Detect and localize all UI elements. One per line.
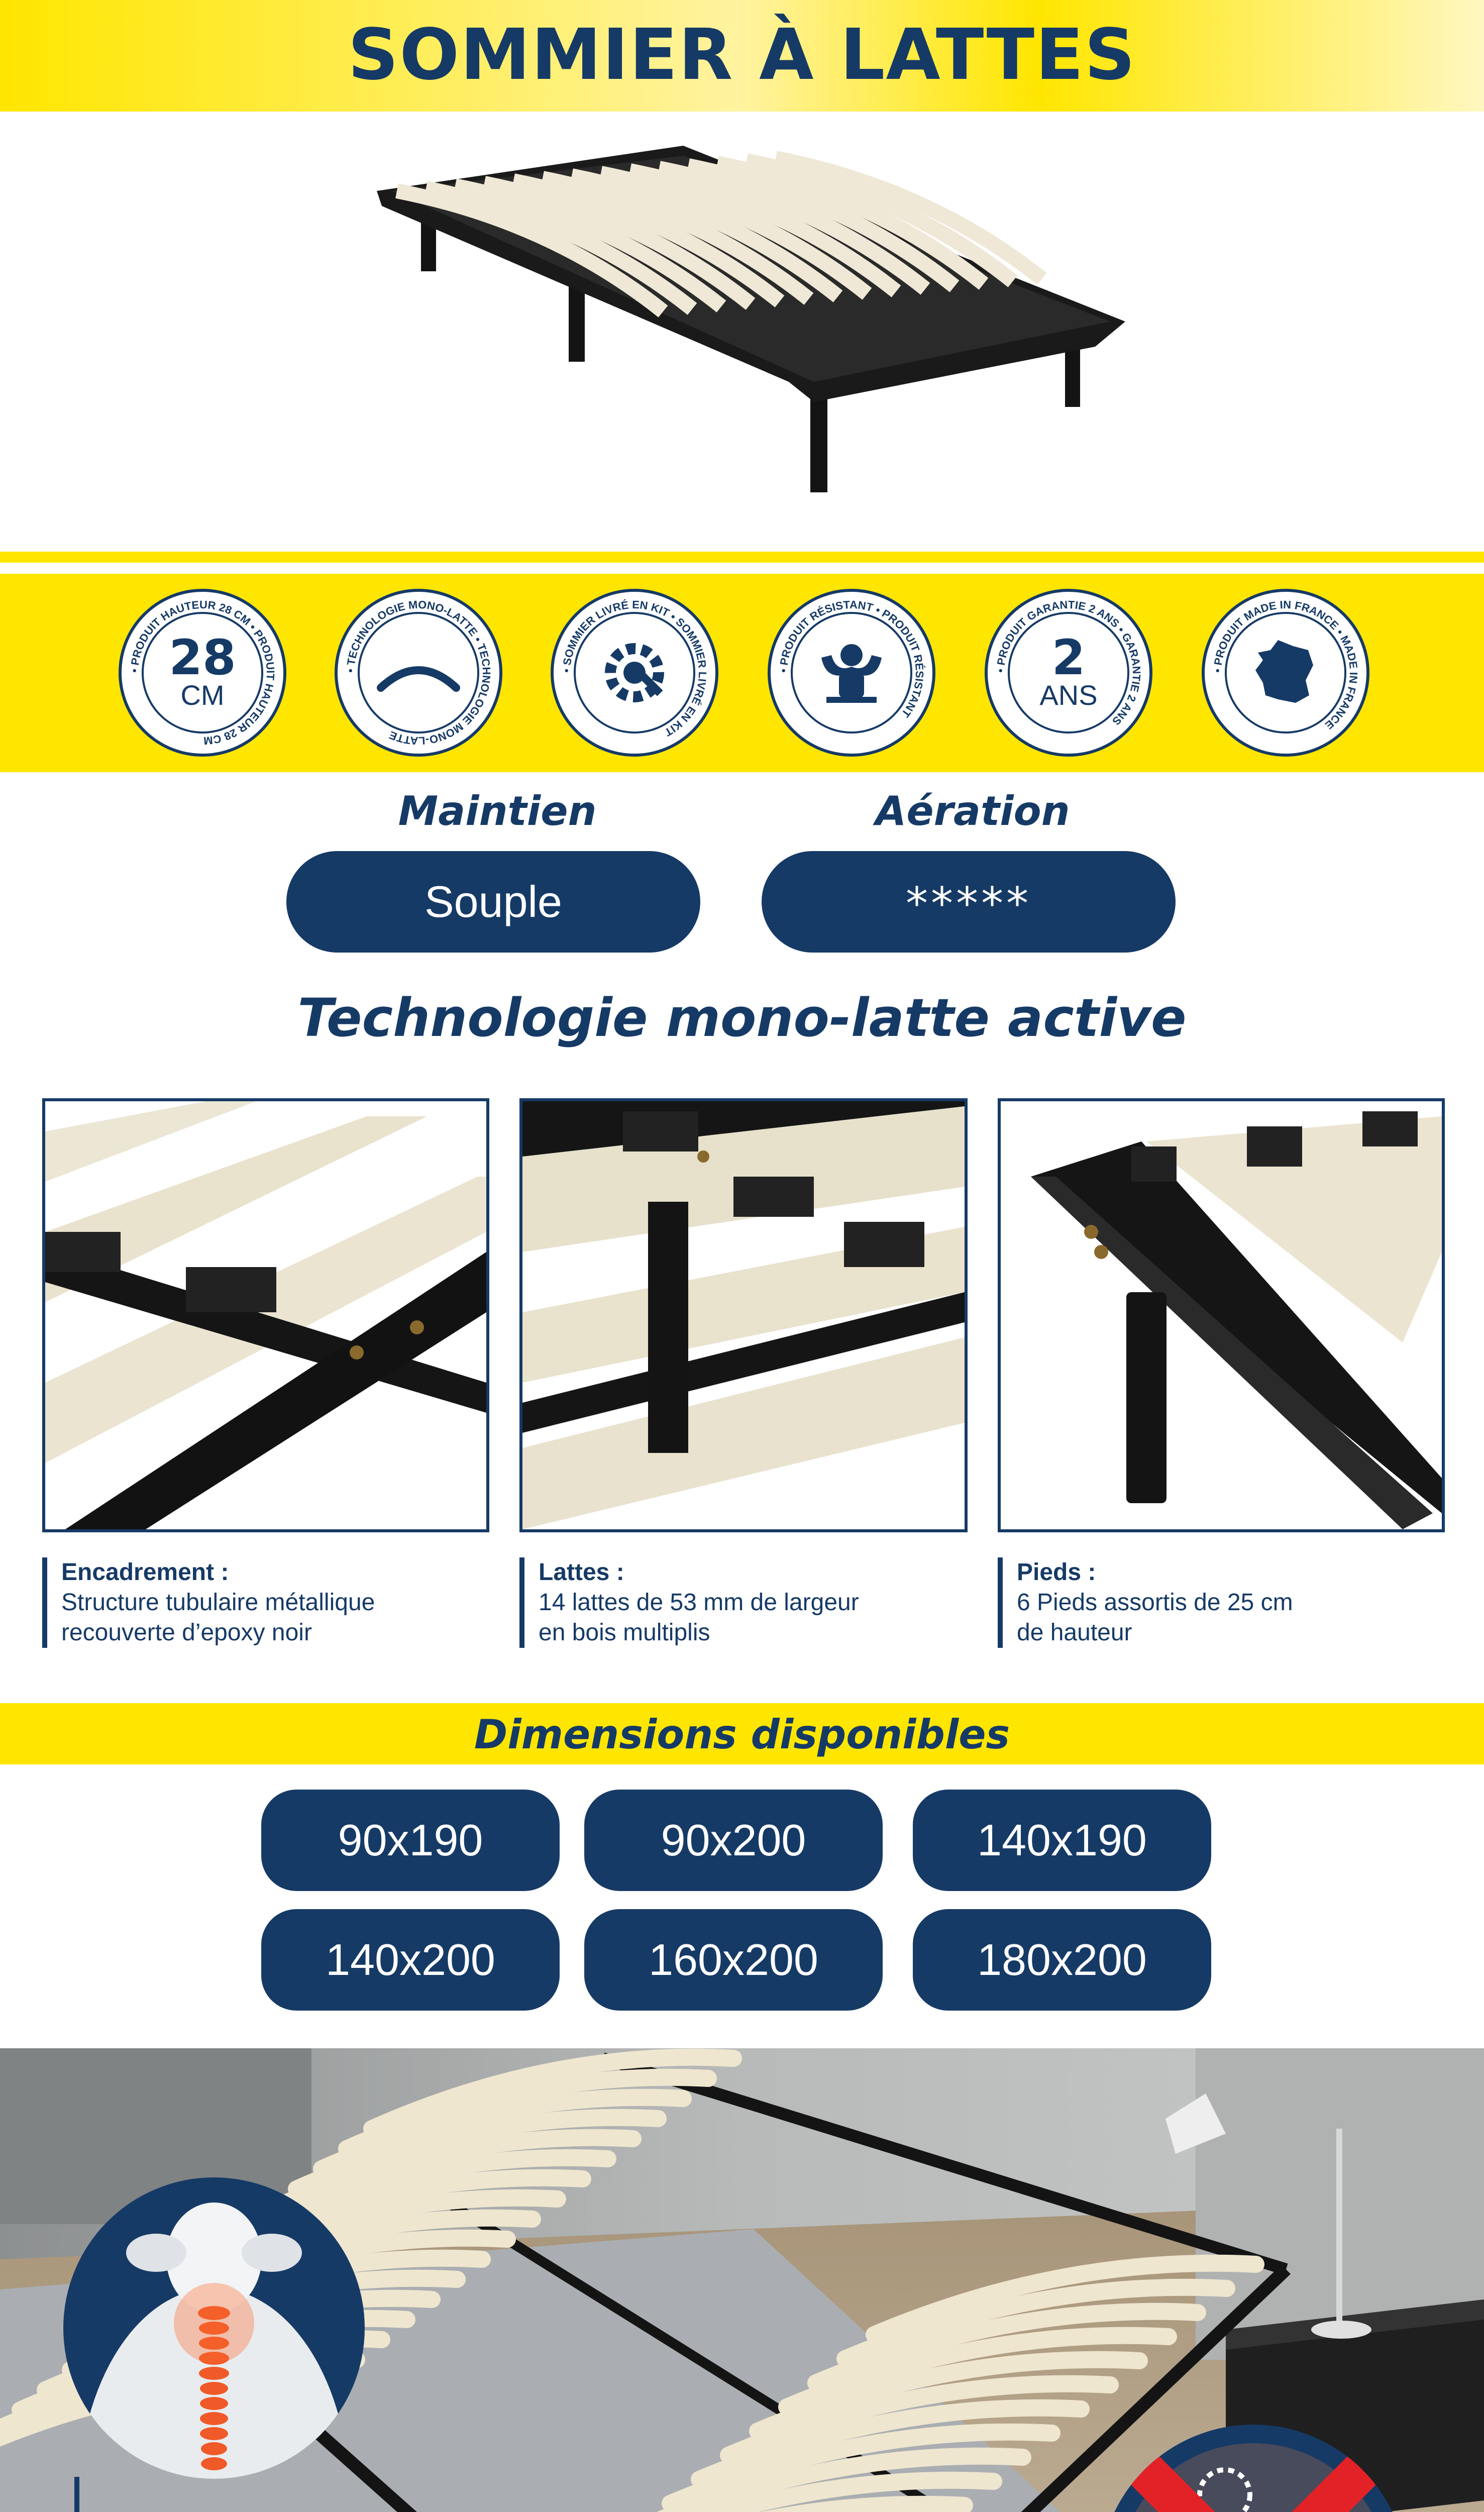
badge-unit: CM xyxy=(180,679,225,711)
dimensions-band xyxy=(0,1703,1484,1764)
feature-caption-frame xyxy=(42,1557,488,1648)
spine-comfort-illustration xyxy=(63,2177,365,2479)
dimension-badge: 140x200 xyxy=(261,1909,560,2011)
slats-detail-photo xyxy=(519,1098,968,1532)
aeration-label: Aération xyxy=(875,788,1070,834)
france-map-icon xyxy=(1248,635,1323,710)
feature-text: Structure tubulaire métallique xyxy=(61,1589,375,1616)
title-band xyxy=(0,0,1484,112)
gear-wrench-icon xyxy=(574,612,695,734)
dimension-badge: 90x190 xyxy=(261,1790,560,1891)
technology-title: Technologie mono-latte active xyxy=(297,987,1187,1049)
dimensions-title: Dimensions disponibles xyxy=(474,1711,1010,1758)
feature-caption-slats xyxy=(519,1557,966,1648)
feature-text: recouverte d’epoxy noir xyxy=(61,1619,312,1646)
feature-text: de hauteur xyxy=(1017,1619,1132,1646)
gear-wrench-icon xyxy=(597,635,672,710)
strong-person-icon xyxy=(791,612,912,734)
feature-title: Lattes : xyxy=(539,1559,624,1586)
feature-badge xyxy=(119,589,286,757)
page-title: SOMMIER À LATTES xyxy=(348,14,1136,96)
svg-text:• PRODUIT GARANTIE 2 ANS • GAR: • PRODUIT GARANTIE 2 ANS • GARANTIE 2 ANS xyxy=(994,598,1143,728)
feature-badge xyxy=(551,589,718,757)
badge-unit: ANS xyxy=(1039,679,1098,711)
maintien-value-badge: Souple xyxy=(286,851,700,953)
feature-title: Encadrement : xyxy=(61,1559,229,1586)
feature-badge xyxy=(768,589,935,757)
dimension-badge: 180x200 xyxy=(913,1909,1211,2011)
warranty-icon xyxy=(1008,612,1129,734)
feature-badge xyxy=(335,589,502,757)
comfort-connector-line xyxy=(74,2477,79,2512)
svg-text:• PRODUIT HAUTEUR 28 CM • PROD: • PRODUIT HAUTEUR 28 CM • PRODUIT HAUTEUR 28 CM xyxy=(128,598,277,748)
height-icon xyxy=(142,612,263,734)
svg-text:• TECHNOLOGIE MONO-LATTE • TEC: • TECHNOLOGIE MONO-LATTE • TECHNOLOGIE MONO-LATTE xyxy=(344,598,493,748)
feature-badge xyxy=(1202,589,1369,757)
dimension-badge: 90x200 xyxy=(584,1790,883,1891)
hero-bed-frame-image xyxy=(362,131,1130,533)
dimension-badge: 140x190 xyxy=(913,1790,1211,1891)
svg-text:• SOMMIER LIVRÉ EN KIT • SOMMI: • SOMMIER LIVRÉ EN KIT • SOMMIER LIVRÉ EN KIT xyxy=(560,598,709,739)
arched-slat-icon xyxy=(376,653,461,693)
maintien-label: Maintien xyxy=(398,788,597,834)
feature-caption-legs xyxy=(998,1557,1444,1648)
badge-number: 2 xyxy=(1051,630,1086,686)
badge-number: 28 xyxy=(169,630,236,686)
legs-detail-photo xyxy=(998,1098,1445,1532)
svg-text:• PRODUIT RÉSISTANT • PRODUIT: • PRODUIT RÉSISTANT • PRODUIT RÉSISTANT xyxy=(777,598,926,720)
feature-text: 14 lattes de 53 mm de largeur xyxy=(539,1589,859,1616)
divider-line xyxy=(0,552,1484,563)
arched-slat-icon xyxy=(358,612,479,734)
dimension-badge: 160x200 xyxy=(584,1909,883,2011)
strong-person-icon xyxy=(811,638,892,708)
feature-badge xyxy=(985,589,1152,757)
frame-detail-photo xyxy=(42,1098,489,1532)
svg-text:• PRODUIT MADE IN FRANCE • MAD: • PRODUIT MADE IN FRANCE • MADE IN FRANCE xyxy=(1211,598,1360,732)
feature-text: en bois multiplis xyxy=(539,1619,710,1646)
feature-title: Pieds : xyxy=(1017,1559,1096,1586)
france-map-icon xyxy=(1225,612,1346,734)
feature-text: 6 Pieds assortis de 25 cm xyxy=(1017,1589,1293,1616)
aeration-value-badge: ***** xyxy=(762,851,1176,953)
